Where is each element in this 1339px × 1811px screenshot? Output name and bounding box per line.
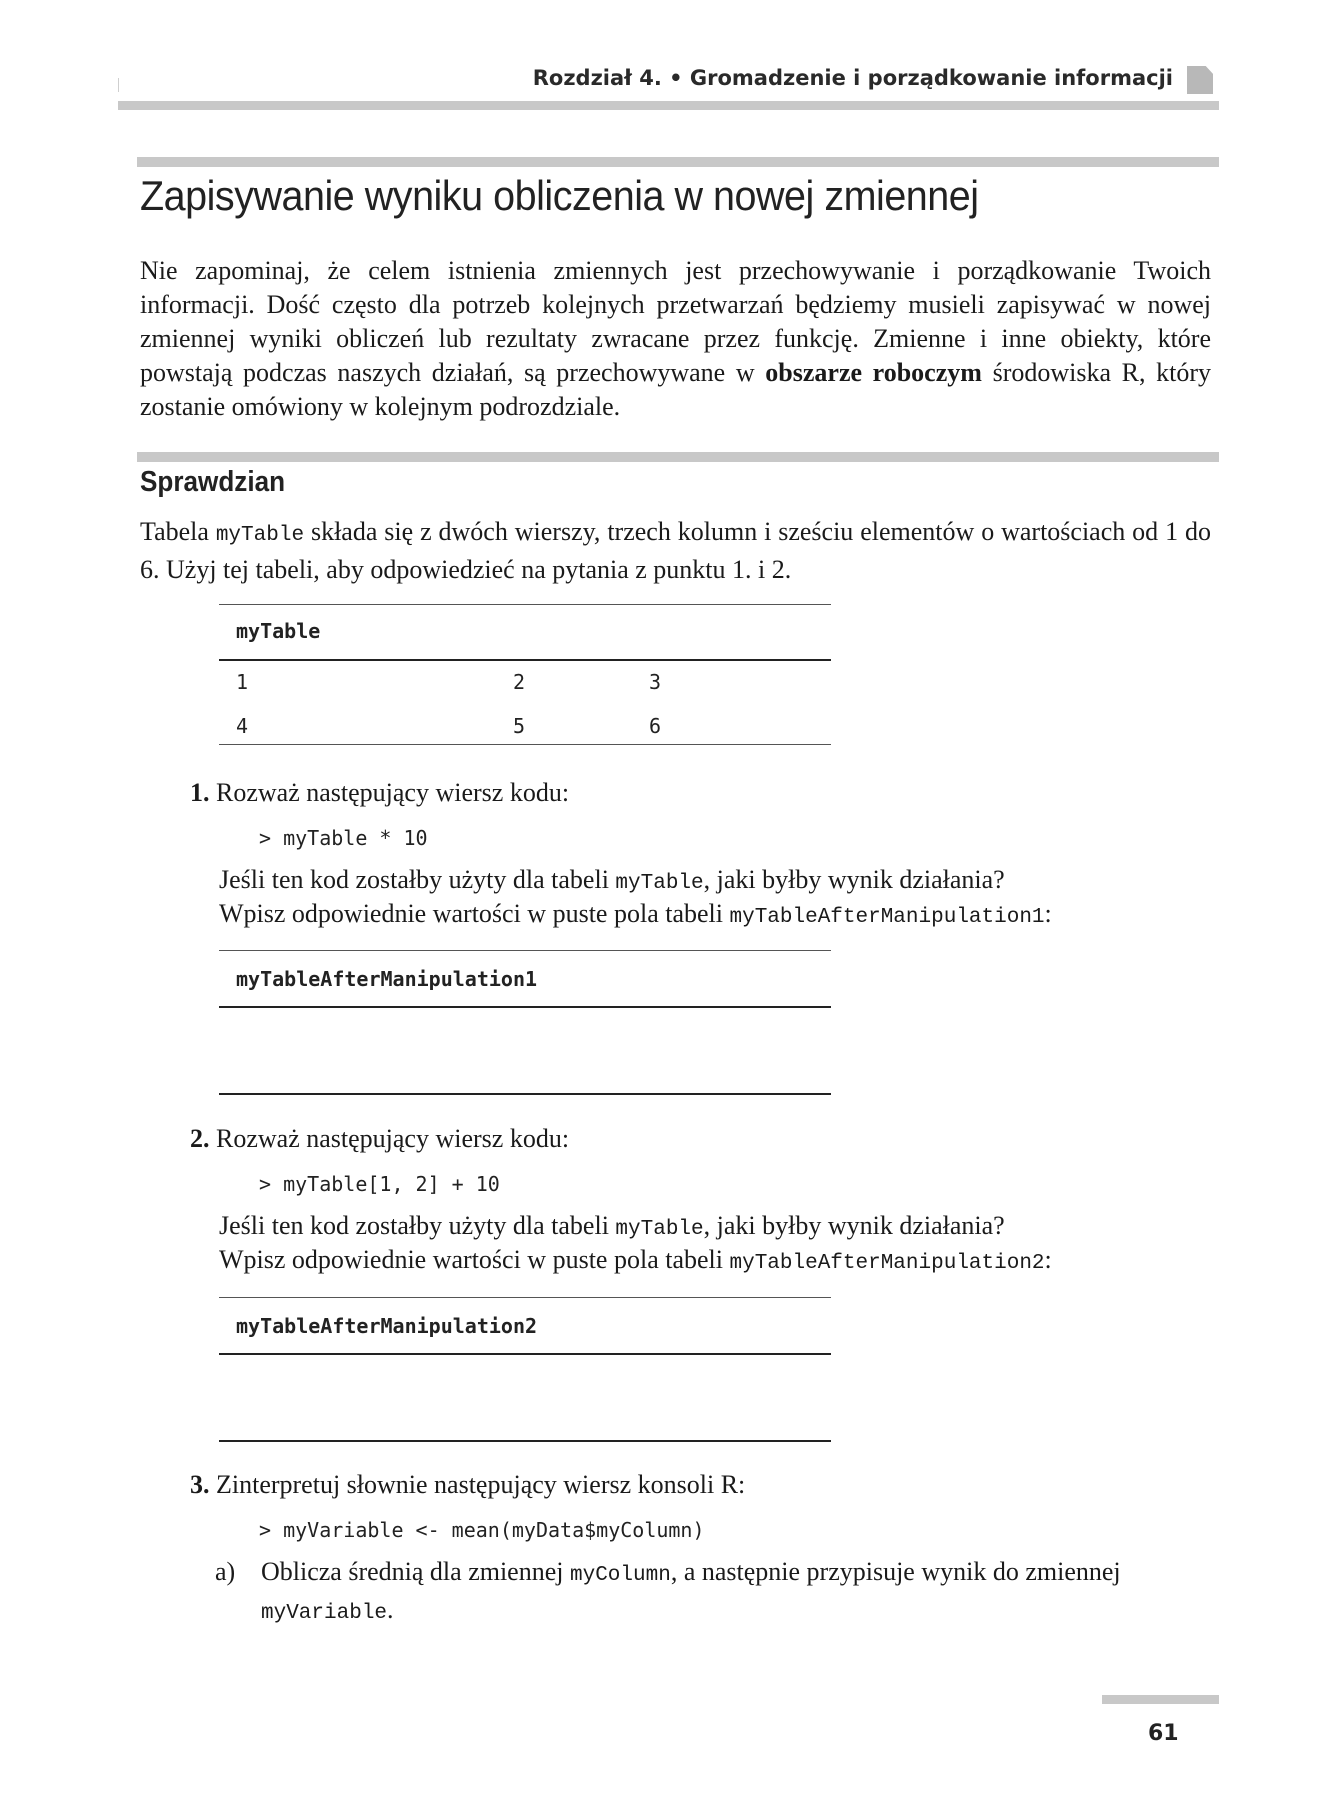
table-cell: 1: [236, 670, 249, 694]
section-band: [137, 157, 1219, 167]
quiz-intro: Tabela myTable składa się z dwóch wierszy, trzech kolumn i sześciu elementów o wartościach od 1 do 6. Użyj tej tabeli, aby odpowiedzieć na pytania z punktu 1. i 2.: [140, 517, 1211, 584]
table-cell: 6: [649, 714, 662, 738]
quiz-title: Sprawdzian: [140, 466, 286, 498]
question-1-line2: Wpisz odpowiednie wartości w puste pola tabeli myTableAfterManipulation1:: [219, 899, 1052, 929]
header-rule: [118, 101, 1219, 110]
page-number: 61: [1148, 1721, 1179, 1746]
inline-code: myTable: [615, 872, 704, 895]
table-cell: 3: [649, 670, 662, 694]
question-2-prompt: 2. Rozważ następujący wiersz kodu:: [190, 1124, 570, 1153]
section-title: Zapisywanie wyniku obliczenia w nowej zmiennej: [140, 172, 979, 219]
header-tick: [118, 78, 119, 92]
running-header: Rozdział 4. • Gromadzenie i porządkowanie informacji: [532, 66, 1173, 90]
table-header: myTable: [236, 619, 321, 643]
code-line: > myTable[1, 2] + 10: [259, 1172, 500, 1196]
footer-rule: [1102, 1695, 1219, 1704]
section-paragraph: Nie zapominaj, że celem istnienia zmiennych jest przechowywanie i porządkowanie Twoich informacji. Dość często dla potrzeb kolejnych przetwarzań będziemy musieli zapisywać w nowej zmiennej wyniki obliczeń lub rezultaty zwracane przez funkcję. Zmienne i inne obiekty, które powstają podczas naszych działań, są przechowywane w obszarze roboczym środowiska R, który zostanie omówiony w kolejnym podrozdziale.: [140, 256, 1212, 421]
question-1-prompt: 1. Rozważ następujący wiersz kodu:: [190, 778, 570, 807]
bold-term: obszarze roboczym: [765, 358, 982, 387]
table-header: myTableAfterManipulation2: [236, 1314, 538, 1338]
inline-code: myTableAfterManipulation1: [729, 906, 1045, 929]
question-1-line1: Jeśli ten kod zostałby użyty dla tabeli myTable, jaki byłby wynik działania?: [219, 865, 1005, 895]
inline-code: myTableAfterManipulation2: [729, 1252, 1045, 1275]
table-top-rule: [219, 604, 831, 605]
table-cell: 5: [513, 714, 526, 738]
table-bottom-rule: [219, 744, 831, 745]
table-header: myTableAfterManipulation1: [236, 967, 538, 991]
inline-code: myTable: [215, 524, 305, 547]
code-line: > myTable * 10: [259, 826, 428, 850]
quiz-band: [137, 452, 1219, 462]
answer-table-2: [219, 1297, 831, 1442]
question-2-line1: Jeśli ten kod zostałby użyty dla tabeli myTable, jaki byłby wynik działania?: [219, 1211, 1005, 1241]
option-label: a): [215, 1557, 236, 1586]
code-line: > myVariable <- mean(myData$myColumn): [259, 1518, 705, 1542]
inline-code: myVariable: [261, 1602, 388, 1625]
question-2-line2: Wpisz odpowiednie wartości w puste pola tabeli myTableAfterManipulation2:: [219, 1245, 1052, 1275]
mytable-table: [219, 604, 831, 744]
inline-code: myColumn: [569, 1564, 671, 1587]
answer-table-1: [219, 950, 831, 1095]
answer-option-a: Oblicza średnią dla zmiennej myColumn, a następnie przypisuje wynik do zmiennej myVariable.: [261, 1557, 1121, 1625]
table-cell: 2: [513, 670, 526, 694]
header-tab-marker: [1187, 66, 1213, 94]
inline-code: myTable: [615, 1218, 704, 1241]
table-header-rule: [219, 659, 831, 661]
table-cell: 4: [236, 714, 249, 738]
question-3-prompt: 3. Zinterpretuj słownie następujący wiersz konsoli R:: [190, 1470, 746, 1499]
